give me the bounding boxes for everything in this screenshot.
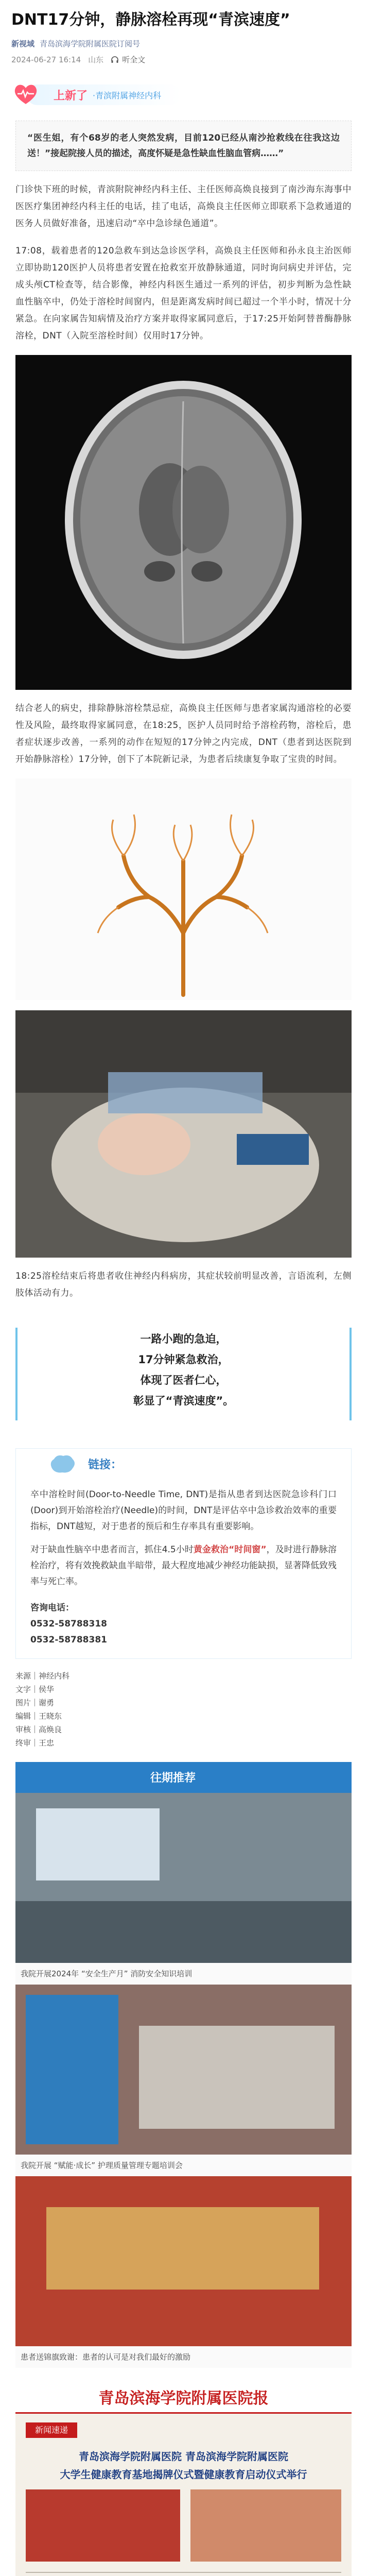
- past-recommend-title: 往期推荐: [150, 1772, 196, 1785]
- credits: [15, 1669, 352, 1750]
- highlight-line: 彰显了“青滨速度”。: [133, 1395, 234, 1407]
- past-item[interactable]: [15, 2176, 352, 2368]
- past-gallery: [15, 1793, 352, 2368]
- credit-line: 来源｜神经内科: [15, 1671, 70, 1681]
- link-info-box: [15, 1448, 352, 1659]
- article-meta: [11, 38, 356, 65]
- masthead-text: 青岛滨海学院附属医院报: [98, 2389, 269, 2408]
- credit-line: 文字｜侯华: [15, 1685, 55, 1694]
- ct-scan-image: [15, 355, 352, 690]
- newspaper-headline-1: 青岛滨海学院附属医院 青岛滨海学院附属医院: [79, 2450, 288, 2463]
- newspaper-photo: [26, 2489, 180, 2562]
- highlight-line: 一路小跑的急迫，: [140, 1333, 227, 1345]
- publish-time: 2024-06-27 16:14: [11, 55, 81, 64]
- paragraph-2: 17:08，载着患者的120急救车到达急诊医学科，高焕良主任医师和孙永良主治医师立即协助120医护人员将患者安置在抢救室开放静脉通道，同时询问病史并评估，完成头颅CT检查等，结合影像，神经内科医生通过一系列的评估，初步判断为急性缺血性脑卒中，仍处于溶栓时间窗内，但是距离发病时间已超过一个半小时，情况十分紧急。在向家属告知病情及治疗方案并取得家属同意后，于17:25开始阿替普酶静脉溶栓，DNT（入院至溶栓时间）仅用时17分钟。: [15, 246, 352, 341]
- location: 山东: [88, 55, 104, 64]
- link-box-p2-prefix: 对于缺血性脑卒中患者而言，抓住4.5小时: [30, 1545, 194, 1555]
- section-banner-big: 上新了: [54, 89, 88, 103]
- phone-label: 咨询电话：: [30, 1603, 74, 1613]
- phone-number[interactable]: 0532-58788381: [30, 1635, 107, 1645]
- account-name[interactable]: 新视域: [11, 39, 35, 48]
- section-banner-small: ·青滨附属神经内科: [93, 90, 162, 100]
- treatment-photo-graphic: [15, 1010, 352, 1258]
- highlight-line: 17分钟紧急救治，: [138, 1353, 229, 1366]
- listen-button[interactable]: [111, 54, 145, 65]
- highlight-line: 体现了医者仁心，: [140, 1374, 227, 1386]
- past-item-caption: 患者送锦旗致谢：患者的认可是对我们最好的激励: [15, 2346, 352, 2368]
- card-right-rule: [349, 1328, 352, 1420]
- link-box-body: [16, 1481, 351, 1648]
- training-photo-graphic: [15, 1985, 352, 2155]
- article-header: [0, 0, 367, 65]
- past-recommend-bar: [15, 1762, 352, 1793]
- paragraph-3: 结合老人的病史，排除静脉溶栓禁忌症，高焕良主任医师与患者家属沟通溶栓的必要性及风险，最终取得家属同意，在18:25，医护人员同时给予溶栓药物，溶栓后，患者症状逐步改善，一系列的动作在短短的17分钟之内完成，DNT（患者到达医院到开始静脉溶栓）17分钟，创下了本院新记录，为患者后续康复争取了宝贵的时间。: [15, 703, 352, 765]
- listen-label: 听全文: [122, 55, 146, 64]
- banner-photo-graphic: [15, 2176, 352, 2346]
- card-left-rule: [15, 1328, 18, 1420]
- newspaper-text-columns: [26, 2572, 341, 2576]
- credit-line: 终审｜王忠: [15, 1738, 55, 1748]
- article-title: DNT17分钟，静脉溶栓再现“青滨速度”: [11, 11, 290, 29]
- newspaper-masthead: [15, 2381, 352, 2414]
- headphones-icon: [111, 56, 119, 64]
- link-box-p2: [30, 1542, 337, 1590]
- highlight-card: [15, 1317, 352, 1431]
- newspaper-headline-2: 大学生健康教育基地揭牌仪式暨健康教育启动仪式举行: [60, 2468, 307, 2481]
- angiography-image: [15, 778, 352, 1000]
- cerebral-vessels-graphic: [15, 778, 352, 1000]
- past-item[interactable]: [15, 1793, 352, 1985]
- past-item-caption: 我院开展2024年 “安全生产月” 消防安全知识培训: [15, 1963, 352, 1985]
- newspaper-tag: 新闻速递: [26, 2422, 77, 2438]
- credit-line: 审核｜高焕良: [15, 1725, 62, 1734]
- brain-ct-graphic: [15, 355, 352, 690]
- heart-pulse-icon: [11, 79, 40, 108]
- section-pill: [27, 84, 181, 105]
- paragraph-1: 门诊快下班的时候，青滨附院神经内科主任、主任医师高焕良接到了南沙海东海事中医医疗集团神经内科主任的电话，挂了电话，高焕良主任医师立即联系下急救通道的医务人员做好准备，迅速启动“卒中急诊绿色通道”。: [15, 184, 352, 229]
- newspaper-photo: [190, 2489, 341, 2562]
- past-item[interactable]: [15, 1985, 352, 2176]
- section-banner: [11, 79, 356, 110]
- link-box-label: 链接：: [88, 1459, 123, 1471]
- past-item-caption: 我院开展 “赋能·成长” 护理质量管理专题培训会: [15, 2155, 352, 2176]
- credit-line: 图片｜谢勇: [15, 1698, 55, 1707]
- link-box-p1: 卒中溶栓时间(Door-to-Needle Time, DNT)是指从患者到达医院急诊科门口(Door)到开始溶栓治疗(Needle)的时间，DNT是评估卒中急诊救治效率的重要指标，DNT越短，对于患者的预后和生存率具有重要影响。: [30, 1489, 337, 1532]
- highlight-text: [15, 1317, 352, 1411]
- credit-line: 编辑｜王晓东: [15, 1711, 62, 1721]
- opening-quote: “医生姐，有个68岁的老人突然发病，目前120已经从南沙抢救线在往我这边送！”接起院接人员的描述，高度怀疑是急性缺血性脑血管病……”: [15, 121, 352, 171]
- past-item-image: [15, 1793, 352, 1963]
- newspaper-image[interactable]: [15, 2381, 352, 2576]
- source-account[interactable]: 青岛滨海学院附属医院订阅号: [40, 39, 141, 48]
- link-box-p2-suffix: ，及时进行静脉溶栓治疗，将有效挽救缺血半暗带，最大程度地减少神经功能缺损，显著降低致残率与死亡率。: [30, 1545, 337, 1587]
- brain-icon: [47, 1453, 78, 1477]
- past-item-image: [15, 2176, 352, 2346]
- phone-number[interactable]: 0532-58788318: [30, 1619, 107, 1629]
- meeting-photo-graphic: [15, 1793, 352, 1963]
- time-window-emphasis: 黄金救治“时间窗”: [193, 1545, 267, 1555]
- past-item-image: [15, 1985, 352, 2155]
- link-box-header: [16, 1449, 351, 1481]
- paragraph-4: 18:25溶栓结束后将患者收住神经内科病房，其症状较前明显改善，言语流利，左侧肢体活动有力。: [15, 1271, 352, 1298]
- treatment-photo: [15, 1010, 352, 1258]
